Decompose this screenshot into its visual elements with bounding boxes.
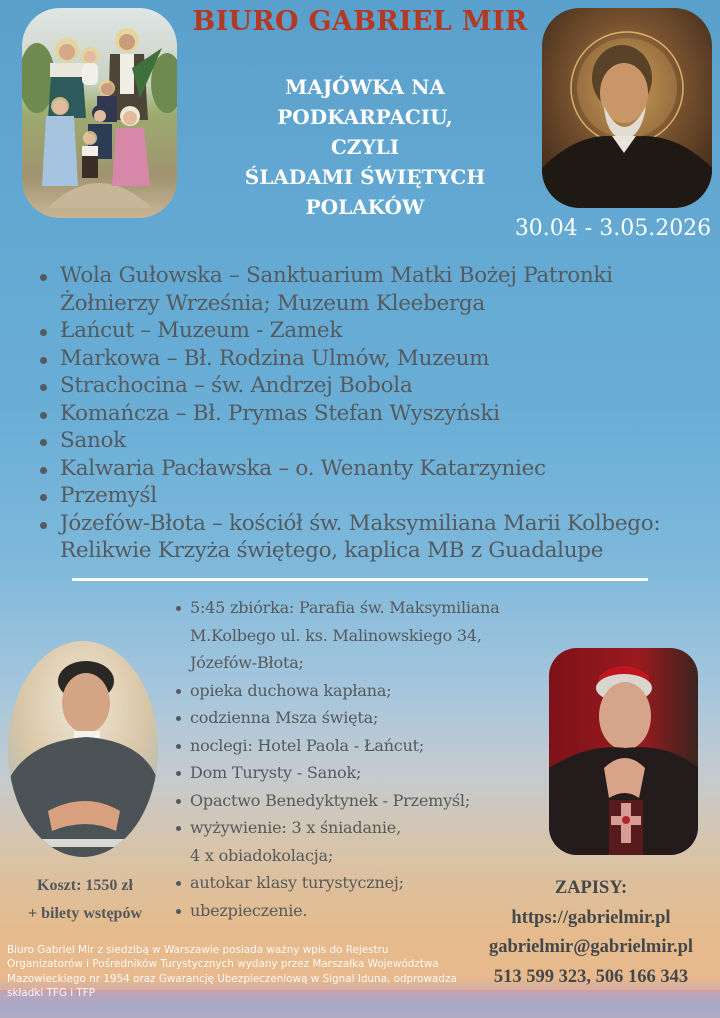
section-divider (72, 578, 648, 581)
route-item (36, 400, 696, 428)
route-item-text: Żołnierzy Września; Muzeum Kleeberga (60, 290, 485, 316)
route-item (36, 317, 696, 345)
route-item-text: Łańcut – Muzeum - Zamek (60, 318, 343, 343)
price-extra: + bilety wstępów (28, 905, 142, 922)
route-item-text: Relikwie Krzyża świętego, kaplica MB z Guadalupe (60, 538, 604, 563)
route-item (36, 455, 696, 483)
info-item: autokar klasy turystycznej; (176, 869, 546, 897)
info-item: Opactwo Benedyktynek - Przemyśl; (176, 787, 546, 815)
info-item-continuation: Józefów-Błota; (190, 653, 304, 672)
legal-disclaimer: Biuro Gabriel Mir z siedzibą w Warszawie posiada ważny wpis do Rejestru Organizatorów i Pośredników Turystycznych wydany przez Marszałka Województwa Mazowieckiego nr 1954 oraz Gwarancję Ubezpieczeniową w Signal Iduna, odprowadza składki TFG i TFP (7, 944, 457, 1000)
route-item-text: Wola Gułowska – Sanktuarium Matki Bożej Patronki (60, 263, 613, 288)
info-item: ubezpieczenie. (176, 897, 546, 925)
route-item (36, 482, 696, 510)
agency-title: BIURO GABRIEL MIR (192, 6, 528, 37)
signup-heading: ZAPISY: (554, 878, 628, 898)
route-item (36, 372, 696, 400)
trip-title-line: CZYLI (330, 135, 400, 159)
trip-title-line: MAJÓWKA NA (285, 75, 445, 99)
route-item (36, 345, 696, 373)
route-list (36, 262, 696, 565)
route-item (36, 510, 696, 565)
price-info (0, 872, 170, 928)
trip-title (200, 72, 530, 222)
trip-title-line: ŚLADAMI ŚWIĘTYCH (244, 165, 486, 189)
info-item-continuation: 4 x obiadokolacja; (190, 845, 334, 865)
info-item: noclegi: Hotel Paola - Łańcut; (176, 732, 546, 760)
info-item-continuation: M.Kolbego ul. ks. Malinowskiego 34, (190, 625, 482, 645)
route-item-text: Józefów-Błota – kościół św. Maksymiliana Marii Kolbego: (60, 510, 661, 536)
route-item (36, 262, 696, 317)
website-link[interactable]: https://gabrielmir.pl (511, 907, 671, 928)
route-item-text: Strachocina – św. Andrzej Bobola (60, 373, 413, 398)
email-link[interactable]: gabrielmir@gabrielmir.pl (488, 937, 694, 957)
phone-numbers[interactable]: 513 599 323, 506 166 343 (493, 966, 689, 987)
info-item: opieka duchowa kapłana; (176, 677, 546, 705)
info-item: codzienna Msza święta; (176, 704, 546, 732)
signup-contact (462, 874, 720, 992)
trip-title-line: PODKARPACIU, (277, 105, 453, 129)
trip-dates: 30.04 - 3.05.2026 (514, 216, 712, 241)
route-item-text: Markowa – Bł. Rodzina Ulmów, Muzeum (60, 345, 490, 371)
route-item-text: Kalwaria Pacławska – o. Wenanty Katarzyniec (60, 455, 546, 481)
route-item (36, 427, 696, 455)
price-label: Koszt: 1550 zł (37, 877, 133, 894)
ulma-family-image (22, 8, 177, 218)
route-item-text: Przemyśl (60, 483, 157, 508)
info-item: Dom Turysty - Sanok; (176, 759, 546, 787)
route-item-text: Sanok (60, 428, 126, 453)
priest-portrait-image (8, 641, 158, 857)
info-item: 5:45 zbiórka: Parafia św. Maksymiliana (176, 594, 546, 622)
bobola-portrait-image (542, 8, 712, 208)
trip-title-line: POLAKÓW (305, 195, 425, 219)
wyszynski-portrait-image (549, 648, 698, 855)
route-item-text: Komańcza – Bł. Prymas Stefan Wyszyński (60, 400, 500, 426)
info-item: wyżywienie: 3 x śniadanie, (176, 814, 546, 842)
